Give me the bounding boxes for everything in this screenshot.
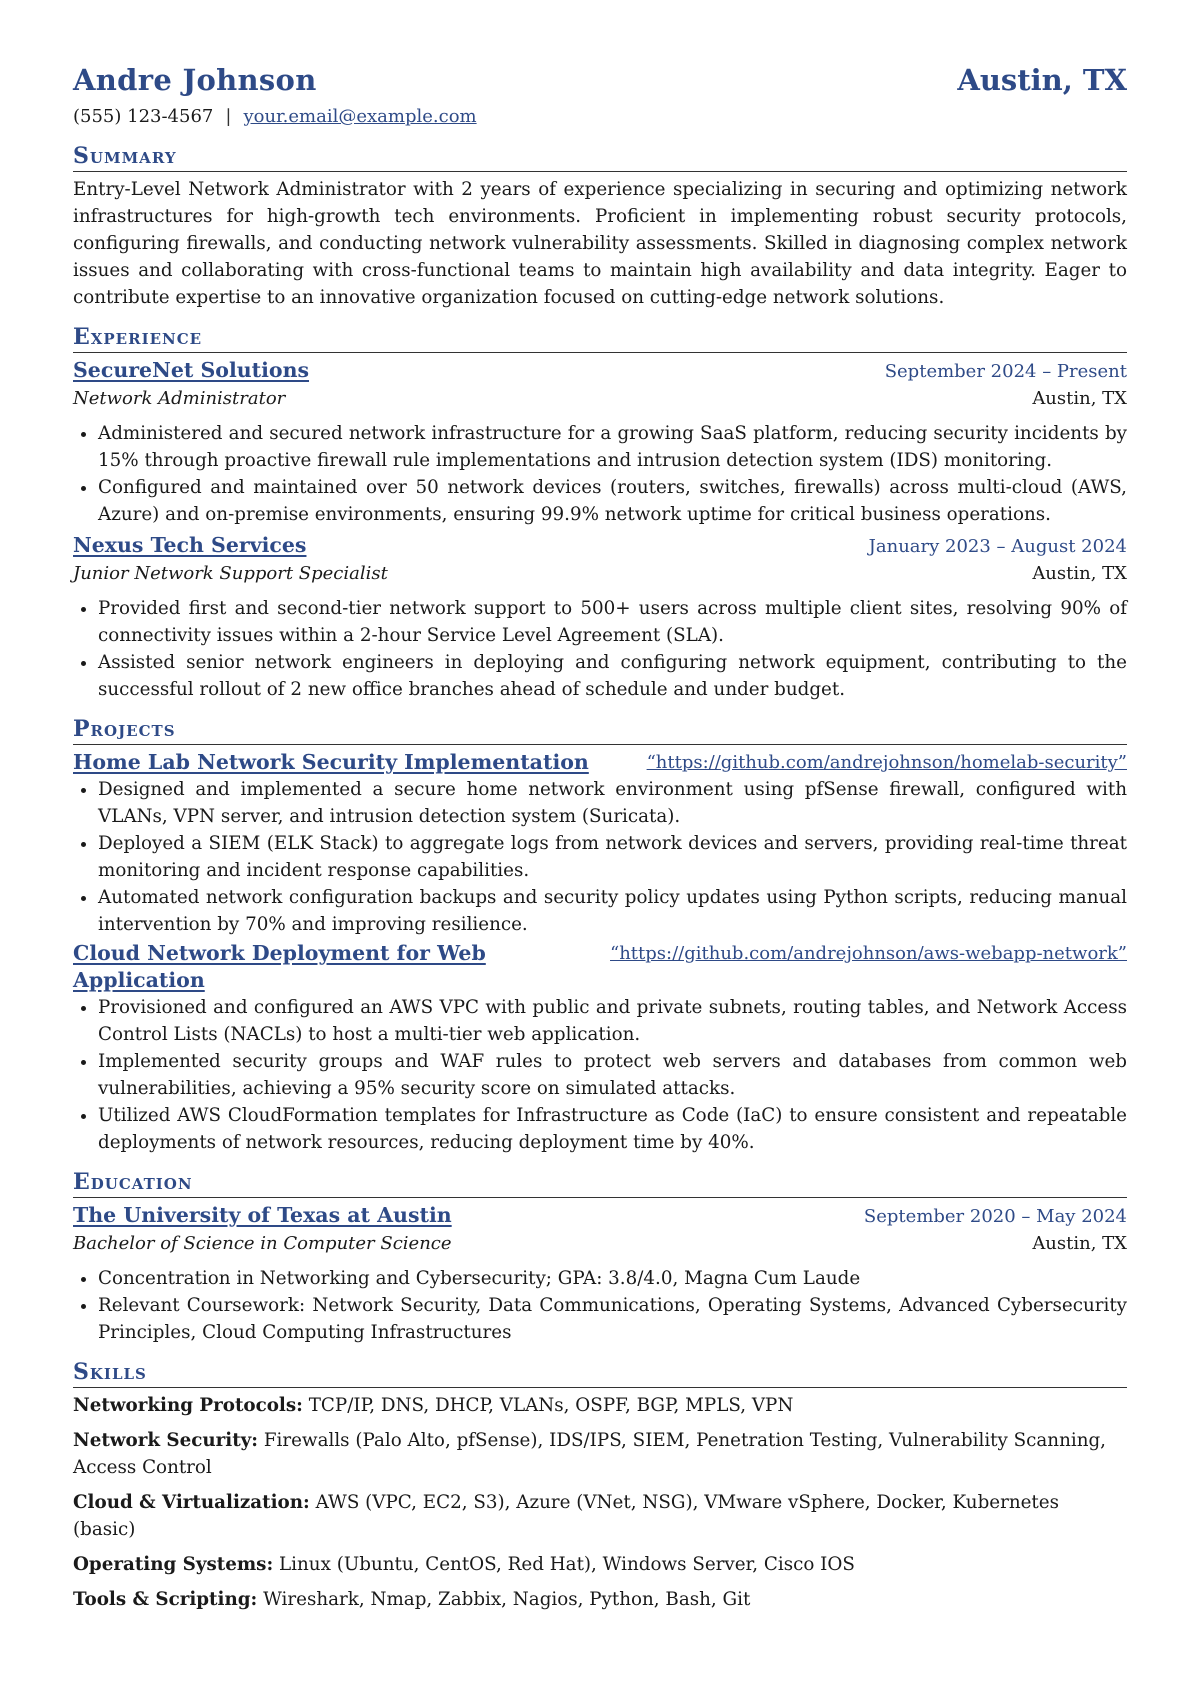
list-item: • Designed and implemented a secure home network environment using pfSense firewall, configured with VLANs, VPN server, and intrusion detection system (Suricata). xyxy=(98,776,1127,830)
section-title-skills: Skills xyxy=(73,1358,1127,1388)
project-link[interactable]: “https://github.com/andrejohnson/aws-webapp-network” xyxy=(610,943,1127,964)
list-item: • Provided first and second-tier network support to 500+ users across multiple client sites, resolving 90% of connectivity issues within a 2-hour Service Level Agreement (SLA). xyxy=(98,595,1127,649)
skill-label: Operating Systems: xyxy=(73,1554,274,1575)
skill-value: TCP/IP, DNS, DHCP, VLANs, OSPF, BGP, MPLS, VPN xyxy=(308,1395,794,1416)
skill-label: Network Security: xyxy=(73,1430,259,1451)
job-role: Junior Network Support Specialist xyxy=(73,563,388,584)
list-item: • Utilized AWS CloudFormation templates for Infrastructure as Code (IaC) to ensure consistent and repeatable deployments of network resources, reducing deployment time by 40%. xyxy=(98,1102,1127,1156)
list-item: • Automated network configuration backups and security policy updates using Python scripts, reducing manual intervention by 70% and improving resilience. xyxy=(98,884,1127,938)
degree: Bachelor of Science in Computer Science xyxy=(73,1233,452,1254)
experience-entry xyxy=(73,532,1127,703)
skill-label: Tools & Scripting: xyxy=(73,1589,258,1610)
section-title-summary: Summary xyxy=(73,142,1127,172)
list-item: • Deployed a SIEM (ELK Stack) to aggregate logs from network devices and servers, providing real-time threat monitoring and incident response capabilities. xyxy=(98,830,1127,884)
company-name[interactable]: Nexus Tech Services xyxy=(73,533,307,557)
skill-value: AWS (VPC, EC2, S3), Azure (VNet, NSG), VMware vSphere, Docker, Kubernetes (basic) xyxy=(73,1492,1059,1540)
skill-value: Wireshark, Nmap, Zabbix, Nagios, Python, Bash, Git xyxy=(263,1589,751,1610)
education-location: Austin, TX xyxy=(1032,1233,1127,1254)
company-name[interactable]: SecureNet Solutions xyxy=(73,358,310,382)
contact-separator: | xyxy=(225,106,232,127)
skill-row xyxy=(73,1586,1127,1613)
school-name[interactable]: The University of Texas at Austin xyxy=(73,1203,452,1227)
candidate-name: Andre Johnson xyxy=(73,63,317,97)
project-title[interactable]: Cloud Network Deployment for Web Application xyxy=(73,941,486,992)
project-title[interactable]: Home Lab Network Security Implementation xyxy=(73,750,589,774)
education-dates: September 2020 – May 2024 xyxy=(863,1206,1127,1227)
list-item: • Implemented security groups and WAF rules to protect web servers and databases from common web vulnerabilities, achieving a 95% security score on simulated attacks. xyxy=(98,1048,1127,1102)
list-item: • Configured and maintained over 50 network devices (routers, switches, firewalls) across multi-cloud (AWS, Azure) and on-premise environments, ensuring 99.9% network uptime for critical business operations. xyxy=(98,474,1127,528)
skill-row xyxy=(73,1392,1127,1419)
skill-label: Networking Protocols: xyxy=(73,1395,303,1416)
project-bullets xyxy=(73,994,1127,1156)
job-location: Austin, TX xyxy=(1032,388,1127,409)
section-title-experience: Experience xyxy=(73,323,1127,353)
list-item: • Provisioned and configured an AWS VPC with public and private subnets, routing tables, and Network Access Control Lists (NACLs) to host a multi-tier web application. xyxy=(98,994,1127,1048)
section-title-projects: Projects xyxy=(73,715,1127,745)
project-entry xyxy=(73,749,1127,938)
summary-text: Entry-Level Network Administrator with 2 years of experience specializing in securing and optimizing network infrastructures for high-growth tech environments. Proficient in implementing robust security protocols, configuring firewalls, and conducting network vulnerability assessments. Skilled in diagnosing complex network issues and collaborating with cross-functional teams to maintain high availability and data integrity. Eager to contribute expertise to an innovative organization focused on cutting-edge network solutions. xyxy=(73,179,1127,308)
list-item: • Relevant Coursework: Network Security, Data Communications, Operating Systems, Advanced Cybersecurity Principles, Cloud Computing Infrastructures xyxy=(98,1292,1127,1346)
job-bullets xyxy=(73,595,1127,703)
education-entry xyxy=(73,1202,1127,1346)
phone-number: (555) 123-4567 xyxy=(73,106,214,127)
job-location: Austin, TX xyxy=(1032,563,1127,584)
skill-value: Firewalls (Palo Alto, pfSense), IDS/IPS, SIEM, Penetration Testing, Vulnerability Scanning, Access Control xyxy=(73,1430,1106,1478)
job-dates: January 2023 – August 2024 xyxy=(868,536,1127,557)
job-bullets xyxy=(73,420,1127,528)
candidate-location: Austin, TX xyxy=(957,63,1127,97)
project-entry xyxy=(73,940,1127,1156)
education-bullets xyxy=(73,1265,1127,1346)
list-item: • Concentration in Networking and Cybersecurity; GPA: 3.8/4.0, Magna Cum Laude xyxy=(98,1265,1127,1292)
skill-row xyxy=(73,1551,1127,1578)
job-dates: September 2024 – Present xyxy=(884,361,1127,382)
skill-row xyxy=(73,1489,1127,1543)
skill-value: Linux (Ubuntu, CentOS, Red Hat), Windows Server, Cisco IOS xyxy=(279,1554,855,1575)
project-link[interactable]: “https://github.com/andrejohnson/homelab-security” xyxy=(646,752,1127,773)
experience-entry xyxy=(73,357,1127,528)
resume-header xyxy=(73,60,1127,100)
skills-list xyxy=(73,1392,1127,1613)
contact-line xyxy=(73,103,1127,130)
project-bullets xyxy=(73,776,1127,938)
skill-row xyxy=(73,1427,1127,1481)
resume-page xyxy=(73,60,1127,1621)
email-link[interactable]: your.email@example.com xyxy=(243,106,477,127)
list-item: • Administered and secured network infrastructure for a growing SaaS platform, reducing security incidents by 15% through proactive firewall rule implementations and intrusion detection system (IDS) monitoring. xyxy=(98,420,1127,474)
list-item: • Assisted senior network engineers in deploying and configuring network equipment, contributing to the successful rollout of 2 new office branches ahead of schedule and under budget. xyxy=(98,649,1127,703)
job-role: Network Administrator xyxy=(73,388,286,409)
section-title-education: Education xyxy=(73,1168,1127,1198)
skill-label: Cloud & Virtualization: xyxy=(73,1492,310,1513)
